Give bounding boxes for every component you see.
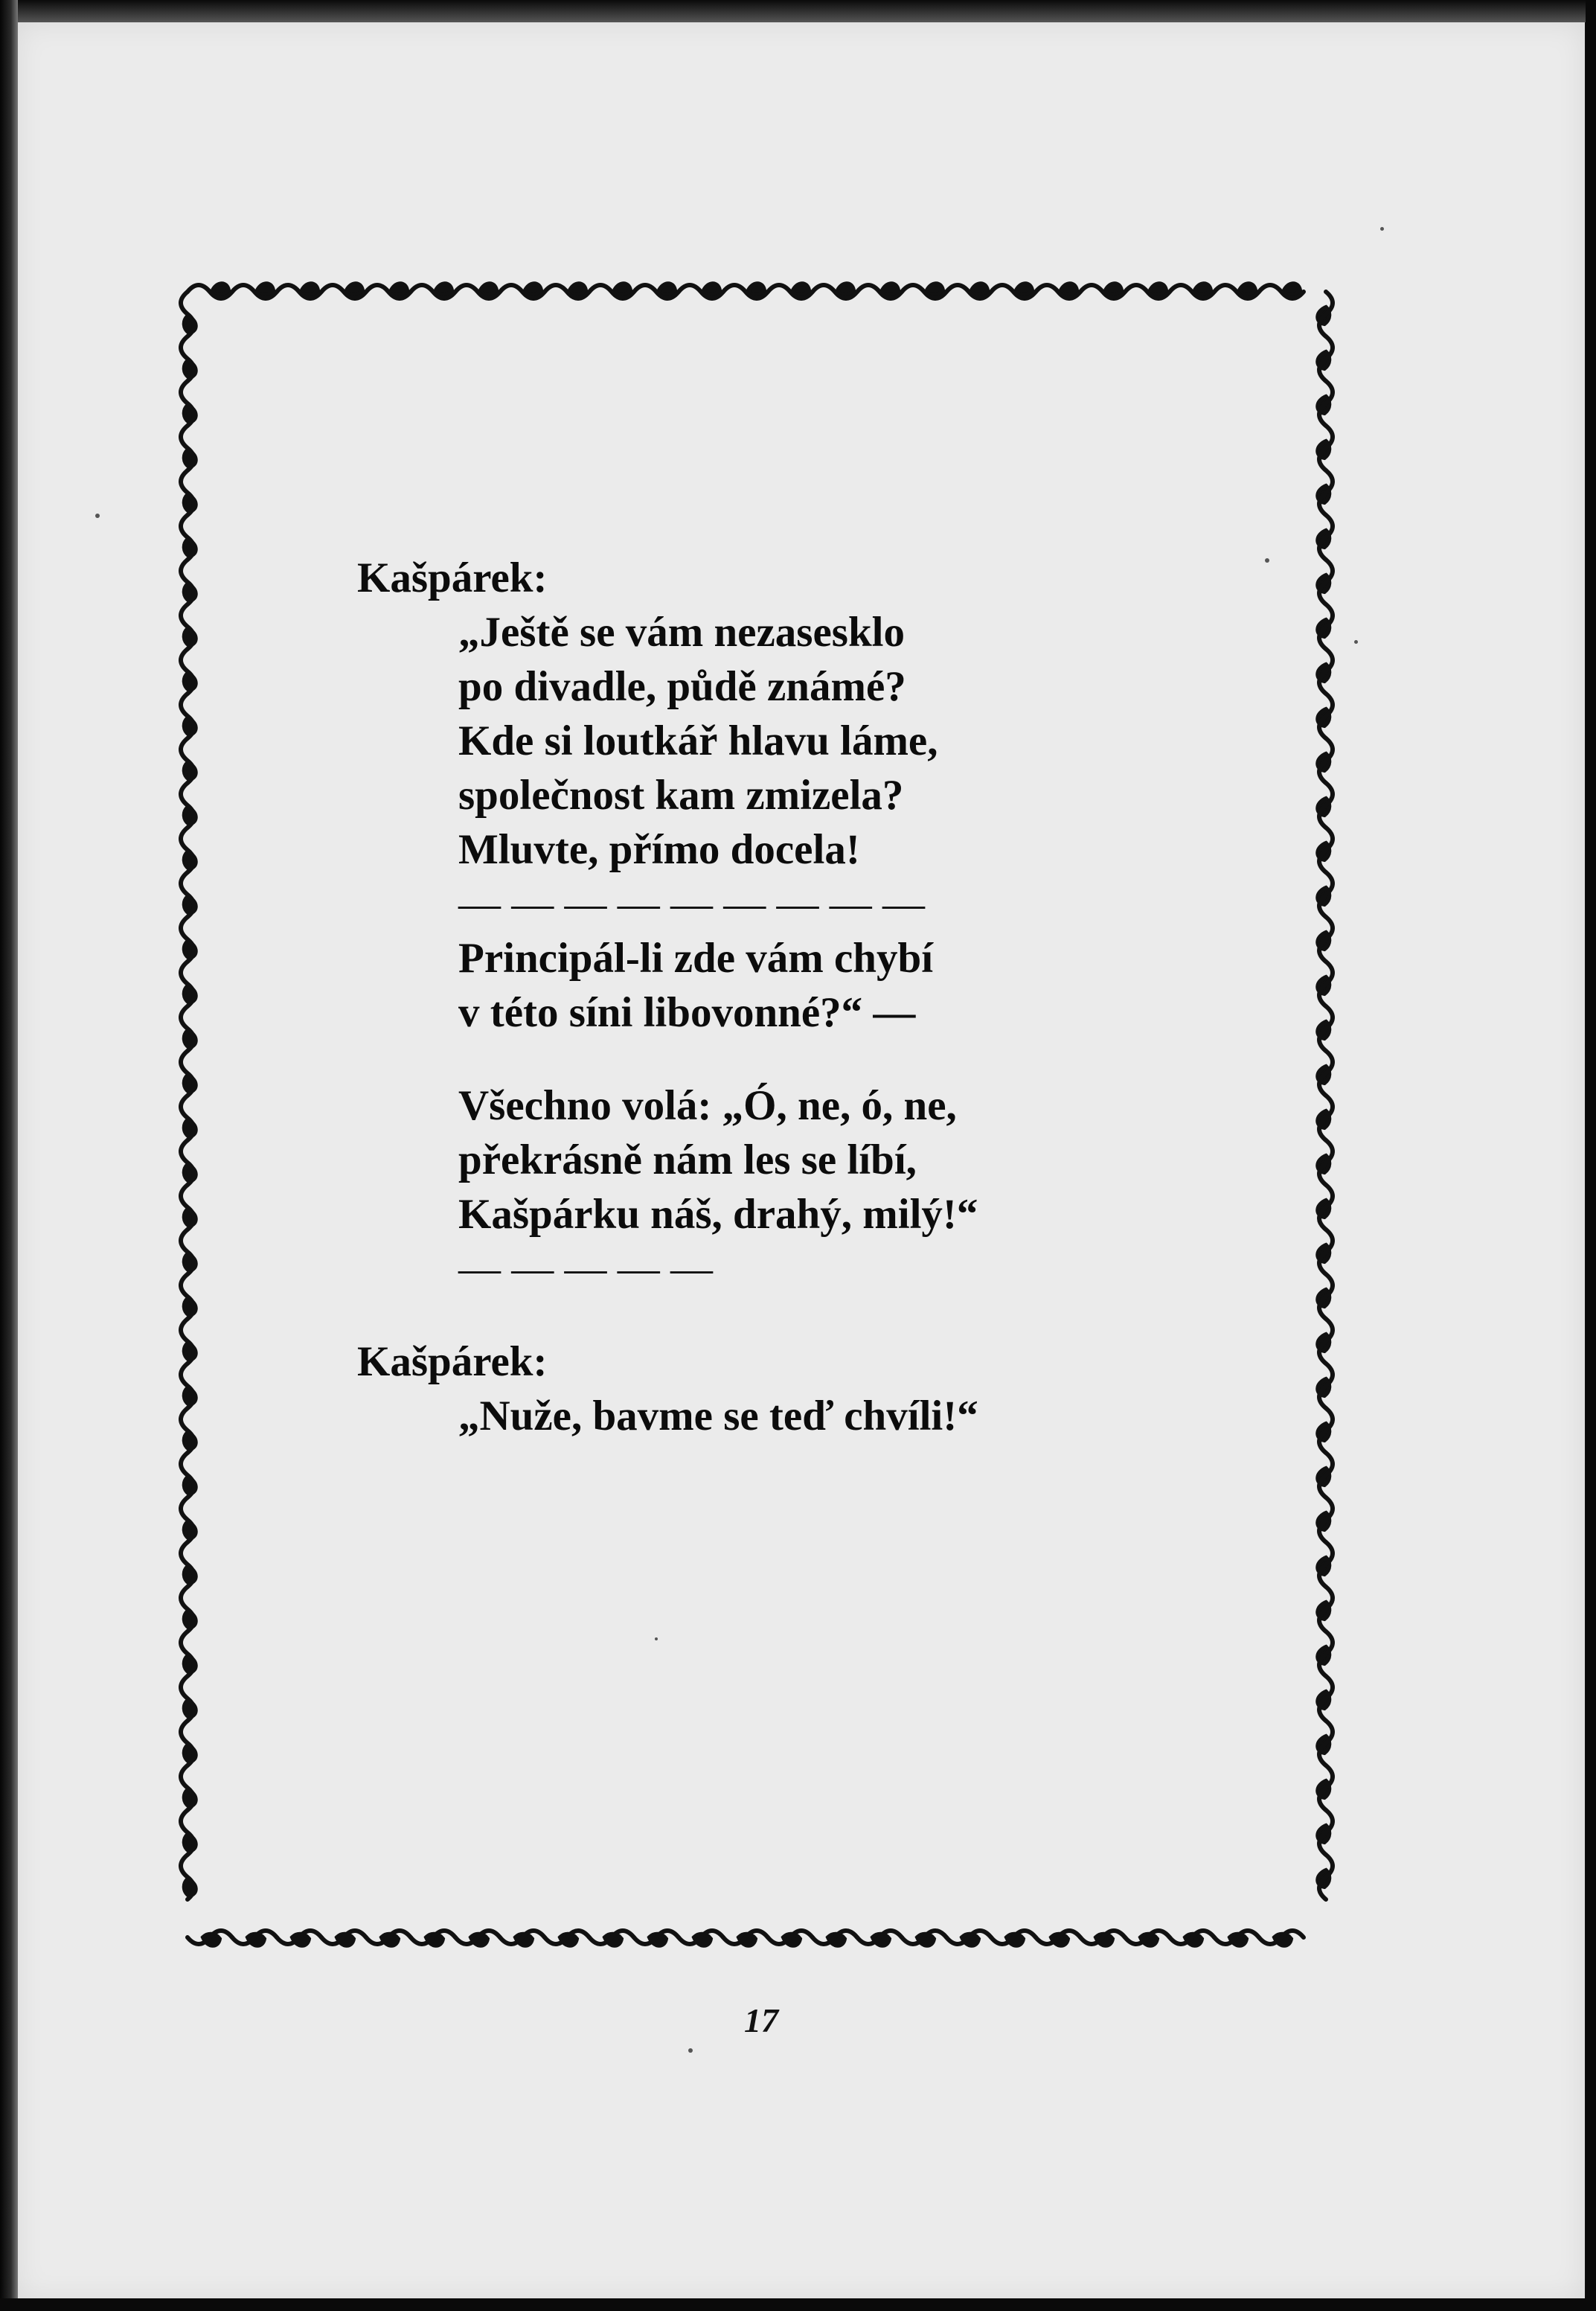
border-leaf [1239,284,1255,295]
border-leaf [971,284,987,295]
border-leaf [1105,284,1121,295]
border-leaf [346,284,362,295]
poem-line: Kde si loutkář hlavu láme, [458,717,938,764]
border-leaf [792,284,809,295]
border-leaf [837,284,853,295]
border-leaf [703,284,720,295]
border-leaf [1016,284,1032,295]
poem-line: po divadle, půdě známé? [458,663,906,710]
border-leaf [658,284,675,295]
speaker-label: Kašpárek: [357,554,548,601]
dash-separator: — — — — — [458,1245,713,1292]
scan-speck [1265,558,1269,563]
border-leaf [301,284,318,295]
scan-speck [655,1637,658,1640]
border-leaf [1060,284,1077,295]
border-leaf [569,284,586,295]
border-leaf [1150,284,1166,295]
scan-speck [1354,640,1358,644]
poem-line: překrásně nám les se líbí, [458,1137,917,1183]
scan-speck [688,2048,693,2053]
border-leaf [926,284,943,295]
poem-line: Principál-li zde vám chybí [458,935,934,982]
dash-separator: — — — — — — — — — [458,880,925,927]
poem-line: společnost kam zmizela? [458,772,904,819]
border-leaf [257,284,273,295]
scan-speck [95,514,100,518]
poem-line: „Nuže, bavme se teď chvíli!“ [458,1393,978,1439]
border-leaf [435,284,452,295]
poem-line: Kašpárku náš, drahý, milý!“ [458,1191,978,1238]
poem-line: Všechno volá: „Ó, ne, ó, ne, [458,1082,957,1129]
border-leaf [882,284,898,295]
border-leaf [748,284,764,295]
border-leaf [525,284,541,295]
speaker-label: Kašpárek: [357,1338,548,1385]
poem-line: Mluvte, přímo docela! [458,826,860,873]
border-leaf [212,284,228,295]
border-leaf [1194,284,1211,295]
border-leaf [480,284,496,295]
poem-text [357,551,1176,1443]
page-number: 17 [744,2001,778,2039]
border-leaf [1283,284,1300,295]
border-leaf [391,284,407,295]
poem-line: „Ještě se vám nezasesklo [458,609,905,656]
border-leaf [614,284,630,295]
scan-speck [1380,227,1384,231]
poem-line: v této síni libovonné?“ — [458,989,916,1036]
